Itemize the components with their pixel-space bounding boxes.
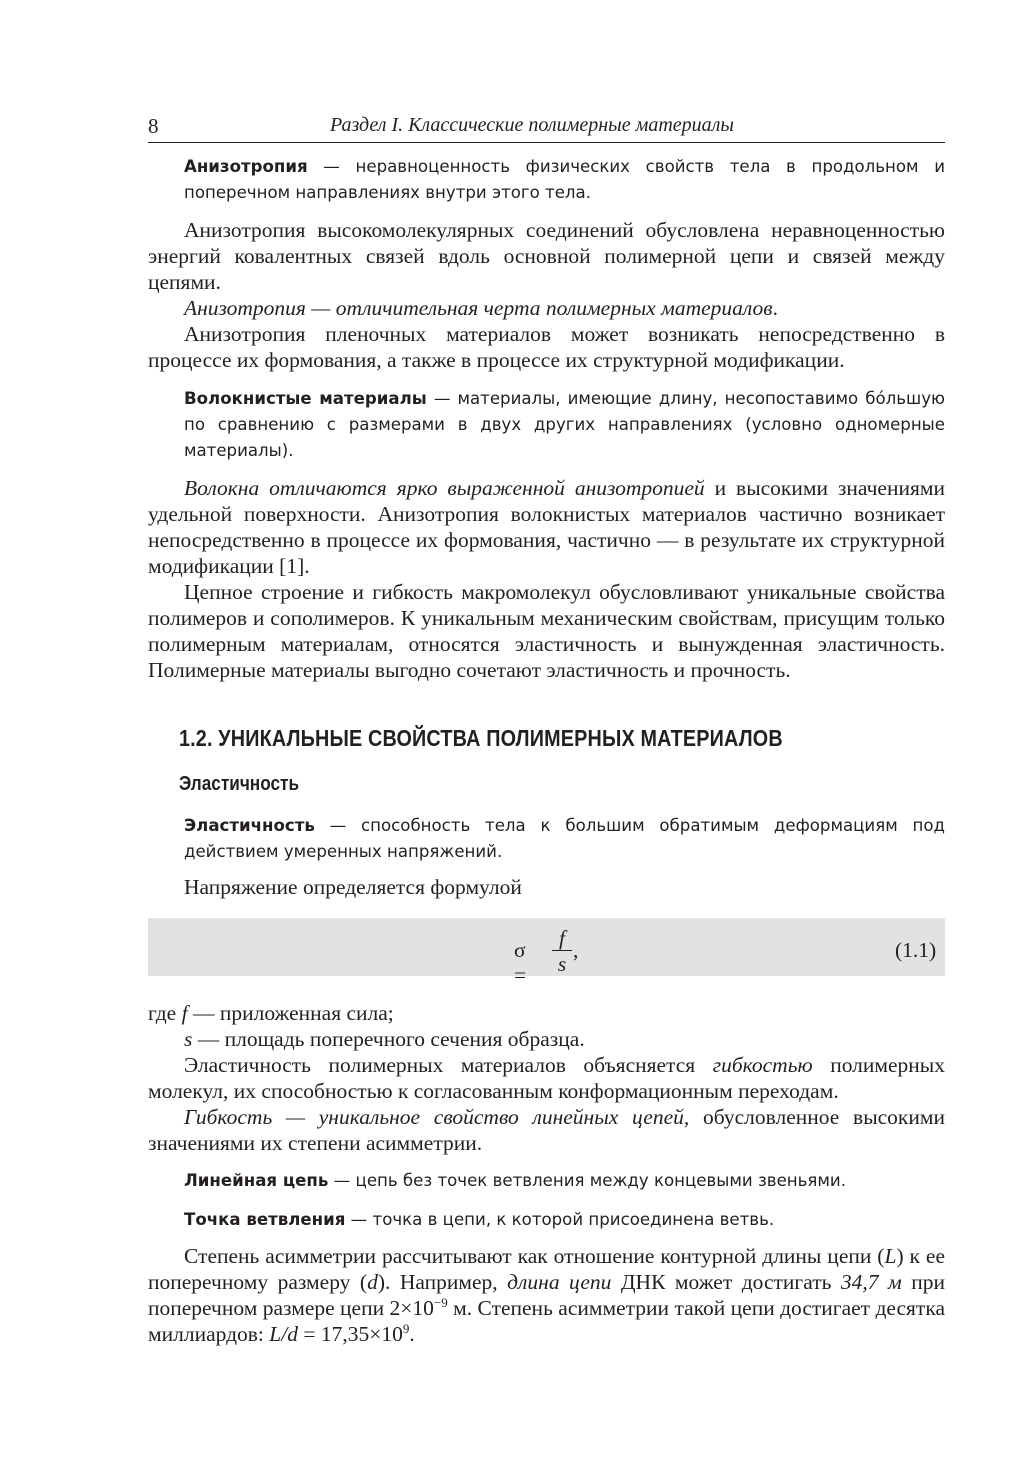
- variable-f: f: [181, 1001, 188, 1025]
- subsection-heading: Эластичность: [178, 773, 300, 795]
- formula-lhs: σ =: [514, 938, 527, 987]
- paragraph-anisotropy-cause: Анизотропия высокомолекулярных соединений обусловлена неравноценностью энергий ковалентных связей вдоль основной полимерной цепи и связей между цепями.: [148, 218, 945, 294]
- fraction-bar: [552, 950, 572, 951]
- definition-text: — цепь без точек ветвления между концевыми звеньями.: [328, 1171, 846, 1190]
- italic-statement: Волокна отличаются ярко выраженной анизотропией: [184, 476, 705, 500]
- text: ) к ее поперечному размеру (: [148, 1244, 945, 1294]
- definition-text: — неравноценность физических свойств тела в продольном и поперечном направлениях внутри этого тела.: [184, 157, 945, 202]
- term-linear-chain: Линейная цепь: [184, 1171, 329, 1190]
- definition-elasticity: [148, 813, 945, 865]
- italic-ratio: L/d: [269, 1322, 298, 1346]
- definition-anisotropy: [148, 154, 945, 206]
- italic-term: длина цепи: [507, 1270, 612, 1294]
- section-heading: 1.2. УНИКАЛЬНЫЕ СВОЙСТВА ПОЛИМЕРНЫХ МАТЕРИАЛОВ: [178, 725, 783, 751]
- term-branch-point: Точка ветвления: [184, 1210, 346, 1229]
- term-anisotropy: Анизотропия: [184, 157, 308, 176]
- paragraph-film-anisotropy: Анизотропия пленочных материалов может возникать непосредственно в процессе их формования, а также в процессе их структурной модификации.: [148, 322, 945, 372]
- paragraph-text: полимерных молекул, их способностью к согласованным конформационным переходам.: [148, 1053, 946, 1103]
- text: ). Например,: [377, 1270, 508, 1294]
- text: .: [409, 1322, 415, 1346]
- paragraph-anisotropy-trait: [148, 295, 945, 321]
- paragraph-flexibility: [148, 1104, 945, 1156]
- definition-fibrous-materials: [148, 386, 945, 464]
- where-text: — площадь поперечного сечения образца.: [192, 1027, 585, 1051]
- paragraph-stress-intro: Напряжение определяется формулой: [184, 875, 522, 899]
- italic-statement: Анизотропия — отличительная черта полимерных материалов: [184, 296, 773, 320]
- equation-number: (1.1): [895, 938, 937, 962]
- text: м. Степень асимметрии такой цепи достигает десятка миллиардов:: [148, 1296, 945, 1346]
- variable-d: d: [367, 1270, 378, 1294]
- exponent: −9: [433, 1294, 448, 1310]
- running-title: Раздел I. Классические полимерные материалы: [330, 114, 734, 136]
- formula-comma: ,: [573, 938, 579, 962]
- text: при поперечном размере цепи 2×10: [148, 1270, 945, 1320]
- paragraph-text: Эластичность полимерных материалов объясняется: [184, 1053, 713, 1077]
- term-elasticity: Эластичность: [184, 816, 315, 835]
- paragraph-text: , обусловленное высокими значениями их степени асимметрии.: [148, 1105, 945, 1155]
- text: Степень асимметрии рассчитывают как отношение контурной длины цепи (: [184, 1244, 885, 1268]
- formula-box: [148, 918, 945, 976]
- formula-denominator: s: [557, 952, 567, 976]
- variable-L: L: [884, 1244, 897, 1268]
- definition-text: — материалы, имеющие длину, несопоставимо бóльшую по сравнению с размерами в двух других направлениях (условно одномерные материалы).: [184, 389, 945, 460]
- italic-value: 34,7 м: [840, 1270, 902, 1294]
- where-line-force: [148, 1000, 945, 1026]
- exponent: 9: [402, 1320, 410, 1336]
- definition-branch-point: [148, 1207, 945, 1233]
- italic-term: гибкостью: [712, 1053, 813, 1077]
- paragraph-fibers: [148, 475, 945, 579]
- text: ДНК может достигать: [611, 1270, 841, 1294]
- where-prefix: где: [148, 1001, 182, 1025]
- paragraph-elasticity-flexibility: [148, 1052, 945, 1104]
- running-header: [148, 112, 945, 143]
- variable-s: s: [184, 1027, 193, 1051]
- where-text: — приложенная сила;: [187, 1001, 394, 1025]
- paragraph-text: и высокими значениями удельной поверхности. Анизотропия волокнистых материалов частично возникает непосредственно в процессе их формования, частично — в результате их структурной модификации [1].: [148, 476, 945, 578]
- paragraph-asymmetry: [148, 1243, 945, 1347]
- paragraph-chain-structure: Цепное строение и гибкость макромолекул обусловливают уникальные свойства полимеров и сополимеров. К уникальным механическим свойствам, присущим только полимерным материалам, относятся эластичность и вынужденная эластичность. Полимерные материалы выгодно сочетают эластичность и прочность.: [148, 580, 945, 682]
- term-fibrous-materials: Волокнистые материалы: [184, 389, 427, 408]
- text: = 17,35×10: [297, 1322, 403, 1346]
- definition-text: — способность тела к большим обратимым деформациям под действием умеренных напряжений.: [184, 816, 945, 861]
- italic-statement: Гибкость — уникальное свойство линейных цепей: [184, 1105, 684, 1129]
- definition-linear-chain: [148, 1168, 945, 1194]
- page-number: 8: [148, 114, 159, 138]
- where-line-area: [148, 1026, 945, 1052]
- period: .: [772, 296, 778, 320]
- definition-text: — точка в цепи, к которой присоединена ветвь.: [345, 1210, 775, 1229]
- formula-numerator: f: [559, 926, 565, 950]
